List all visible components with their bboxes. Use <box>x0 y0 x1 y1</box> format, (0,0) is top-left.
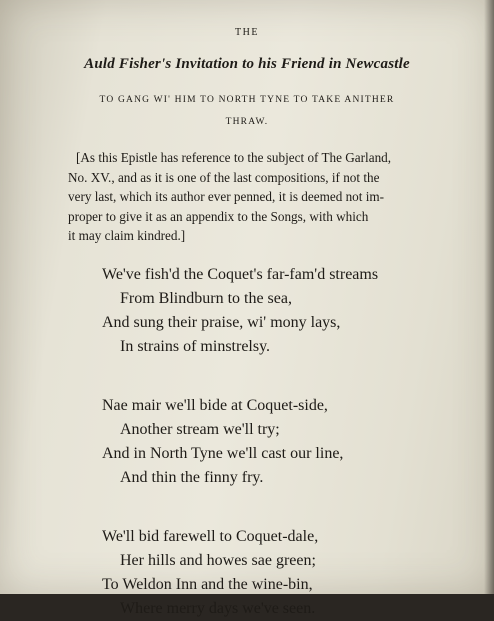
poem-subtitle-line-1: TO GANG WI' HIM TO NORTH TYNE TO TAKE ANITHER <box>99 95 395 105</box>
verse-line: In strains of minstrelsy. <box>120 338 271 355</box>
verse-line: Nae mair we'll bide at Coquet-side, <box>102 397 328 414</box>
note-line: [As this Epistle has reference to the subject of The Garland, <box>76 150 392 165</box>
verse-line: We've fish'd the Coquet's far-fam'd streams <box>102 266 379 283</box>
verse-line: Her hills and howes sae green; <box>120 552 316 569</box>
stanza-2 <box>102 394 432 490</box>
heading-the: THE <box>235 27 259 38</box>
note-line: it may claim kindred.] <box>68 228 186 243</box>
stanza-1 <box>102 263 432 359</box>
verse-line: Where merry days we've seen. <box>120 600 316 617</box>
poem-title: Auld Fisher's Invitation to his Friend in Newcastle <box>84 56 410 72</box>
editorial-note <box>68 148 478 246</box>
note-line: No. XV., and as it is one of the last compositions, if not the <box>68 169 380 185</box>
verse-line: And in North Tyne we'll cast our line, <box>102 445 344 462</box>
verse-line: And thin the finny fry. <box>120 469 264 486</box>
poem-subtitle-line-2: THRAW. <box>225 117 269 127</box>
poem-body <box>102 263 432 621</box>
note-line: proper to give it as an appendix to the Songs, with which <box>68 208 369 224</box>
verse-line: Another stream we'll try; <box>120 421 280 438</box>
note-line: very last, which its author ever penned, it is deemed not im- <box>68 189 385 204</box>
verse-line: To Weldon Inn and the wine-bin, <box>102 576 313 593</box>
verse-line: We'll bid farewell to Coquet-dale, <box>102 528 319 545</box>
verse-line: From Blindburn to the sea, <box>120 290 292 307</box>
stanza-3 <box>102 525 432 621</box>
verse-line: And sung their praise, wi' mony lays, <box>102 314 341 331</box>
